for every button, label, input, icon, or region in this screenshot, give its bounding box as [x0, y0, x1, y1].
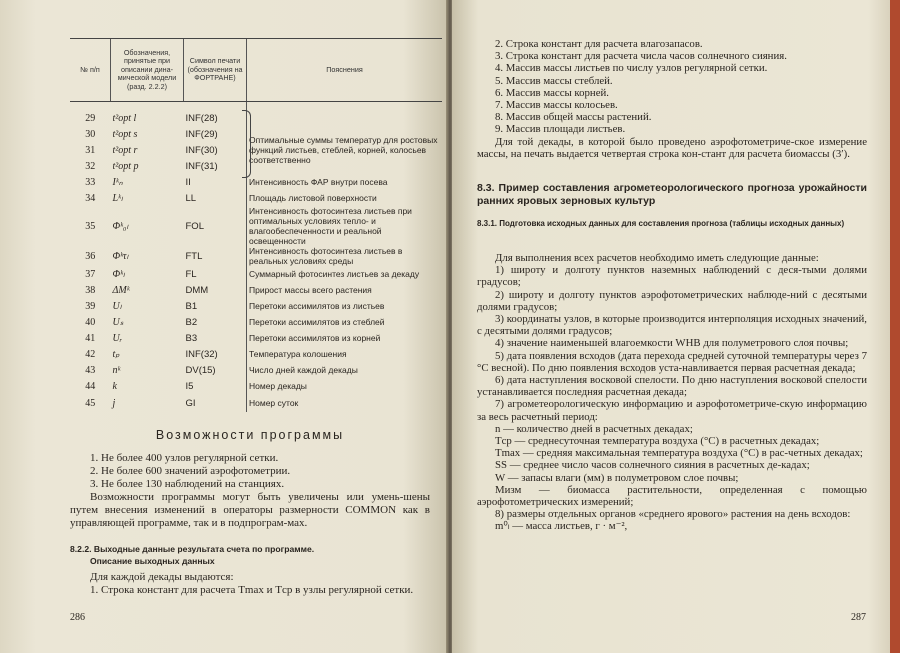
- list-item: 5. Массив массы стеблей.: [495, 74, 613, 87]
- row-model-symbol: ΔMᵏ: [112, 284, 130, 296]
- row-explanation: Перетоки ассимилятов из листьев: [247, 298, 443, 314]
- row-model-symbol: Lᵏₗ: [112, 192, 123, 204]
- row-explanation: Интенсивность фотосинтеза листьев в реальных условиях среды: [247, 246, 443, 266]
- output-intro: Для каждой декады выдаются:: [90, 571, 234, 583]
- list-item: 5) дата появления всходов (дата перехода средней суточной температуры через 7 °C весной). По дню появления всходов уста-навливается первая расчетная декада;: [477, 349, 867, 374]
- row-fortran-symbol: INF(28): [185, 112, 218, 124]
- subsection-subheading: Описание выходных данных: [90, 556, 215, 566]
- list-item: 2. Строка констант для расчета влагозапасов.: [495, 38, 703, 50]
- list-item: m⁰ₗ — масса листьев, г · м⁻²,: [495, 520, 628, 533]
- list-item: 9. Массив площади листьев.: [495, 123, 626, 136]
- list-item: 4) значение наименьшей влагоемкости WНВ для полуметрового слоя почвы;: [495, 337, 849, 350]
- row-fortran-symbol: GI: [185, 397, 196, 409]
- row-explanation: Прирост массы всего растения: [247, 282, 443, 298]
- table-row: [70, 174, 442, 190]
- row-number: 36: [85, 250, 96, 262]
- row-fortran-symbol: B2: [185, 316, 198, 328]
- row-number: 37: [85, 268, 96, 280]
- row-model-symbol: t²opt l: [112, 112, 137, 124]
- row-fortran-symbol: B1: [185, 300, 198, 312]
- row-fortran-symbol: LL: [185, 192, 197, 204]
- list-item: Mизм — биомасса растительности, определенная с помощью аэрофотометрических измерений;: [477, 483, 867, 509]
- book-cover-edge: [890, 0, 900, 653]
- row-explanation: [247, 102, 443, 127]
- table-row: [70, 190, 442, 206]
- row-model-symbol: k: [112, 380, 117, 392]
- row-model-symbol: Uₗ: [112, 300, 122, 312]
- list-item: 8) размеры отдельных органов «среднего ярового» растения на день всходов:: [495, 508, 851, 521]
- table-row: [70, 346, 442, 362]
- list-item: 1) широту и долготу пунктов наземных наблюдений с деся-тыми долями градусов;: [477, 264, 867, 289]
- list-item: 8. Массив общей массы растений.: [495, 111, 652, 124]
- row-fortran-symbol: II: [185, 176, 191, 188]
- row-fortran-symbol: INF(30): [185, 144, 218, 156]
- table-body: [70, 102, 442, 413]
- row-explanation: Перетоки ассимилятов из корней: [247, 330, 443, 346]
- row-explanation: Площадь листовой поверхности: [247, 190, 443, 206]
- table-row: [70, 314, 442, 330]
- row-fortran-symbol: INF(31): [185, 160, 218, 172]
- list-item: 3) координаты узлов, в которые производится интерполяция исходных значений, с десятыми долями градусов;: [477, 313, 867, 338]
- row-number: 29: [85, 112, 96, 124]
- list-item: 4. Массив массы листьев по числу узлов регулярной сетки.: [495, 62, 768, 75]
- row-number: 33: [85, 176, 96, 188]
- subsection-heading: 8.3.1. Подготовка исходных данных для составления прогноза (таблицы исходных данных): [477, 219, 845, 228]
- list-item: 7) агрометеорологическую информацию и аэрофотометриче-скую информацию за весь расчетный период:: [477, 398, 867, 423]
- row-number: 32: [85, 160, 96, 172]
- row-number: 41: [85, 332, 96, 344]
- row-explanation: Номер декады: [247, 378, 443, 394]
- list-item: W — запасы влаги (мм) в полуметровом слое почвы;: [495, 471, 739, 484]
- row-model-symbol: t²opt p: [112, 160, 139, 172]
- table-row: [70, 282, 442, 298]
- page-number-left: 286: [70, 612, 85, 623]
- row-number: 39: [85, 300, 96, 312]
- table-row: [70, 102, 442, 127]
- row-explanation: Число дней каждой декады: [247, 362, 443, 378]
- capability-item: 1. Не более 400 узлов регулярной сетки.: [90, 452, 279, 464]
- header-model-notation: Обозначения, принятые при описании дина-мической модели (разд. 2.2.2): [111, 39, 184, 102]
- table-row: [70, 246, 442, 266]
- row-number: 38: [85, 284, 96, 296]
- row-fortran-symbol: FTL: [185, 250, 203, 262]
- row-explanation: Оптимальные суммы температур для ростовых функций листьев, стеблей, корней, колосьев соответственно: [247, 126, 443, 174]
- parameters-table: [70, 38, 442, 412]
- row-fortran-symbol: INF(32): [185, 348, 218, 360]
- input-data-list: [477, 252, 867, 533]
- row-model-symbol: j: [112, 397, 116, 409]
- row-explanation: Температура колошения: [247, 346, 443, 362]
- row-fortran-symbol: FOL: [185, 220, 204, 232]
- list-item: 7. Массив массы колосьев.: [495, 99, 618, 112]
- subsection-heading: 8.2.2. Выходные данные результата счета по программе.: [70, 544, 315, 554]
- row-fortran-symbol: I5: [185, 380, 194, 392]
- decade-paragraph: Для той декады, в которой было проведено аэрофотометриче-ское измерение массы, на печать выдается четвертая строка кон-стант для расчета биомассы (3′).: [477, 135, 867, 160]
- row-model-symbol: Uₛ: [112, 316, 124, 328]
- row-number: 43: [85, 364, 96, 376]
- section-83: [477, 182, 867, 208]
- left-page: [0, 0, 448, 653]
- table-row: [70, 378, 442, 394]
- row-fortran-symbol: B3: [185, 332, 198, 344]
- row-model-symbol: Uᵣ: [112, 332, 123, 344]
- section-831: [477, 218, 867, 229]
- row-explanation: Интенсивность ФАР внутри посева: [247, 174, 443, 190]
- list-item: Tmax — средняя максимальная температура воздуха (°C) в рас-четных декадах;: [495, 447, 863, 460]
- right-page: [452, 0, 890, 653]
- header-number: № п/п: [70, 39, 111, 102]
- page-number-right: 287: [851, 612, 866, 623]
- row-fortran-symbol: DV(15): [185, 364, 216, 376]
- capability-item: 3. Не более 130 наблюдений на станциях.: [90, 478, 285, 490]
- list-item: n — количество дней в расчетных декадах;: [495, 422, 693, 435]
- capabilities-paragraph: Возможности программы могут быть увеличены или умень-шены путем внесения изменений в операторы размерности COMMON как в управляющей программе, так и в подпрограм-мах.: [70, 491, 430, 529]
- row-number: 35: [85, 220, 96, 232]
- row-model-symbol: Φᵏτₗ: [112, 250, 129, 262]
- row-model-symbol: Φᵏₗ: [112, 268, 125, 280]
- header-explanation: Пояснения: [247, 39, 443, 102]
- row-model-symbol: Iᵏₙ: [112, 176, 123, 188]
- row-number: 44: [85, 380, 96, 392]
- table-row: [70, 126, 442, 142]
- list-item: 6. Массив массы корней.: [495, 86, 609, 99]
- table-row: [70, 330, 442, 346]
- row-number: 45: [85, 397, 96, 409]
- row-fortran-symbol: FL: [185, 268, 197, 280]
- output-item: 1. Строка констант для расчета Tmax и Tср в узлы регулярной сетки.: [90, 584, 414, 596]
- output-list-continued: [477, 38, 867, 160]
- list-item: SS — среднее число часов солнечного сияния в расчетных де-кадах;: [495, 459, 810, 472]
- capabilities-block: [70, 452, 430, 530]
- row-number: 40: [85, 316, 96, 328]
- row-model-symbol: t²opt r: [112, 144, 138, 156]
- section-heading: 8.3. Пример составления агрометеорологического прогноза урожайности ранних яровых зерновых культур: [477, 182, 867, 207]
- table-row: [70, 394, 442, 412]
- list-item: 2) широту и долготу пунктов аэрофотометрических наблюде-ний с десятыми долями градусов;: [477, 288, 867, 313]
- row-number: 34: [85, 192, 96, 204]
- table-row: [70, 266, 442, 282]
- row-model-symbol: tₚ: [112, 348, 120, 360]
- row-explanation: Перетоки ассимилятов из стеблей: [247, 314, 443, 330]
- row-explanation: Интенсивность фотосинтеза листьев при оптимальных условиях тепло- и влагообеспеченности и реальной освещенности: [247, 206, 443, 246]
- row-number: 31: [85, 144, 96, 156]
- row-fortran-symbol: INF(29): [185, 128, 218, 140]
- row-fortran-symbol: DMM: [185, 284, 209, 296]
- table-row: [70, 206, 442, 246]
- grouping-brace: [242, 110, 251, 178]
- table-row: [70, 362, 442, 378]
- row-explanation: Суммарный фотосинтез листьев за декаду: [247, 266, 443, 282]
- list-item: Tср — среднесуточная температура воздуха (°C) в расчетных декадах;: [495, 435, 820, 448]
- list-item: 6) дата наступления восковой спелости. По дню наступления восковой спелости устанавливается последняя расчетная декада;: [477, 374, 867, 399]
- capability-item: 2. Не более 600 значений аэрофотометрии.: [90, 465, 291, 477]
- output-section: [70, 543, 430, 597]
- header-fortran-symbol: Символ печати (обозначения на ФОРТРАНЕ): [184, 39, 247, 102]
- row-model-symbol: t²opt s: [112, 128, 138, 140]
- row-number: 30: [85, 128, 96, 140]
- row-model-symbol: nᵏ: [112, 364, 121, 376]
- row-number: 42: [85, 348, 96, 360]
- list-item: 3. Строка констант для расчета числа часов солнечного сияния.: [495, 50, 787, 63]
- section-title: Возможности программы: [155, 428, 345, 442]
- row-explanation: Номер суток: [247, 394, 443, 412]
- intro-paragraph: Для выполнения всех расчетов необходимо иметь следующие данные:: [495, 252, 819, 264]
- table-row: [70, 298, 442, 314]
- row-model-symbol: Φᵏ₀ₗ: [112, 220, 129, 232]
